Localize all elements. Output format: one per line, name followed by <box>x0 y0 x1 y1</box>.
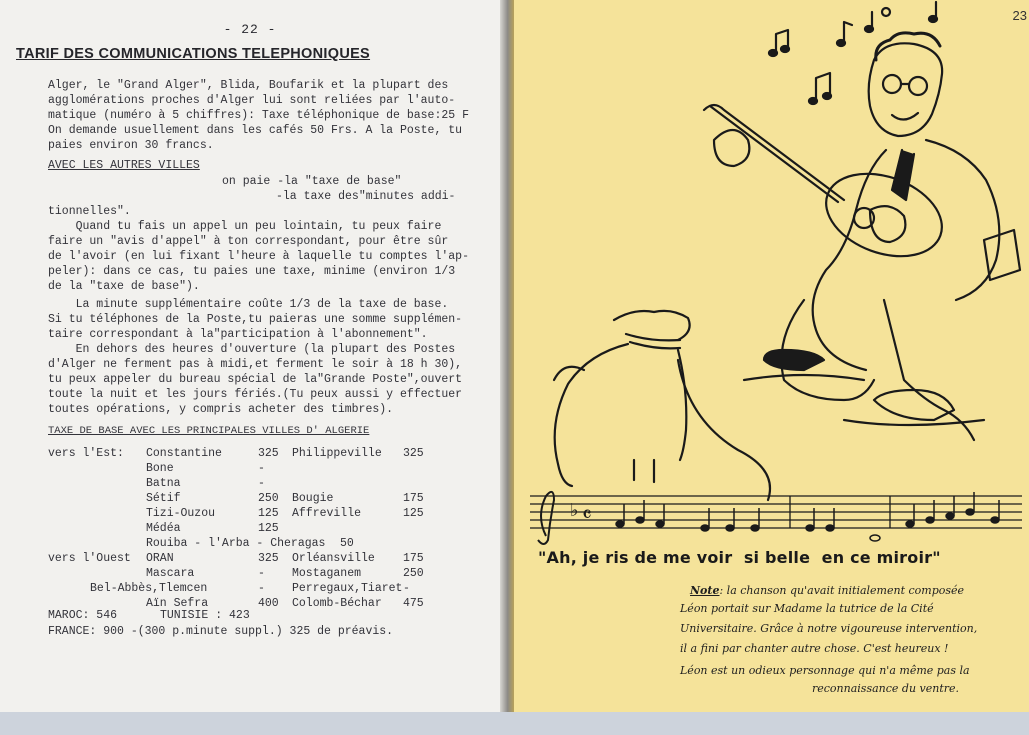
note-line: il a fini par chanter autre chose. C'est heureux ! <box>680 642 949 655</box>
table-cell-v1: 125 <box>258 507 279 520</box>
table-cell-dir: vers l'Est: <box>48 447 124 460</box>
table-cell-dir: Bel-Abbès,Tlemcen <box>90 582 208 595</box>
table-cell-v1: - <box>258 582 265 595</box>
table-cell-v2: 125 <box>403 507 424 520</box>
table-cell-v2: 250 <box>403 567 424 580</box>
paragraph-line: Si tu téléphones de la Poste,tu paieras une somme supplémen- <box>48 313 463 326</box>
note-line: reconnaissance du ventre. <box>812 682 960 695</box>
table-cell-c2: Philippeville <box>292 447 382 460</box>
table-cell-c1: Constantine <box>146 447 222 460</box>
table-cell-c1: Rouiba - l'Arba - Cheragas <box>146 537 326 550</box>
table-cell-v1: 325 <box>258 447 279 460</box>
france-rate: FRANCE: 900 -(300 p.minute suppl.) 325 de préavis. <box>48 625 394 638</box>
table-cell-c2: Perregaux,Tiaret <box>292 582 403 595</box>
table-cell-c2: Orléansville <box>292 552 375 565</box>
note-line <box>690 584 964 597</box>
paragraph-line: toutes opérations, y compris acheter des timbres). <box>48 403 394 416</box>
paragraph-line: toute la nuit et les jours fériés.(Tu peux aussi y effectuer <box>48 388 463 401</box>
music-staff <box>530 486 1025 546</box>
svg-text:♭: ♭ <box>570 500 579 521</box>
intro-line: paies environ 30 francs. <box>48 139 214 152</box>
svg-text:𝄴: 𝄴 <box>582 503 592 528</box>
paragraph-line: de la "taxe de base"). <box>48 280 200 293</box>
tax-line: -la taxe des"minutes addi- <box>276 190 456 203</box>
table-cell-v2: 175 <box>403 492 424 505</box>
note-line: Léon portait sur Madame la tutrice de la Cité <box>680 602 934 615</box>
tunisie-rate: TUNISIE : 423 <box>160 609 250 622</box>
intro-line: matique (numéro à 5 chiffres): Taxe téléphonique de base:25 F <box>48 109 469 122</box>
table-cell-c1: Batna <box>146 477 181 490</box>
paragraph-line: tu peux appeler du bureau spécial de la"Grande Poste",ouvert <box>48 373 463 386</box>
table-cell-v1: - <box>258 477 265 490</box>
scan-background <box>0 712 1029 735</box>
note-text: : la chanson qu'avait initialement composée <box>719 584 965 597</box>
book-gutter <box>500 0 514 712</box>
note-label: Note <box>690 584 720 597</box>
maroc-rate: MAROC: 546 <box>48 609 118 622</box>
table-cell-v1: 250 <box>258 492 279 505</box>
tax-line: on paie -la "taxe de base" <box>222 175 402 188</box>
table-cell-c1: ORAN <box>146 552 174 565</box>
table-cell-v1: 125 <box>258 522 279 535</box>
table-cell-v1: 325 <box>258 552 279 565</box>
intro-line: agglomérations proches d'Alger lui sont reliées par l'auto- <box>48 94 456 107</box>
music-notes-icon <box>769 2 937 104</box>
page-number-right: 23 <box>1012 8 1027 23</box>
table-title: TAXE DE BASE AVEC LES PRINCIPALES VILLES D' ALGERIE <box>48 425 370 437</box>
table-cell-c1: Mascara <box>146 567 195 580</box>
table-cell-v1: 400 <box>258 597 279 610</box>
page-heading: TARIF DES COMMUNICATIONS TELEPHONIQUES <box>16 46 371 62</box>
table-cell-c1: Médéa <box>146 522 181 535</box>
note-line: Léon est un odieux personnage qui n'a même pas la <box>680 664 970 677</box>
paragraph-line: En dehors des heures d'ouverture (la plupart des Postes <box>48 343 456 356</box>
note-line: Universitaire. Grâce à notre vigoureuse intervention, <box>680 622 978 635</box>
table-cell-v1: - <box>258 462 265 475</box>
table-cell-c2: Mostaganem <box>292 567 362 580</box>
table-cell-c2: Bougie <box>292 492 334 505</box>
paragraph-line: faire un "avis d'appel" à ton correspondant, pour être sûr <box>48 235 449 248</box>
subheading-other-cities: AVEC LES AUTRES VILLES <box>48 159 200 172</box>
illustration-singer-and-dog <box>514 0 1029 545</box>
table-cell-v2: 325 <box>403 447 424 460</box>
table-cell-c2: Colomb-Béchar <box>292 597 382 610</box>
intro-line: Alger, le "Grand Alger", Blida, Boufarik et la plupart des <box>48 79 449 92</box>
table-cell-c2: Affreville <box>292 507 362 520</box>
table-cell-c1: Bone <box>146 462 174 475</box>
table-cell-dir: vers l'Ouest <box>48 552 131 565</box>
song-caption: "Ah, je ris de me voir si belle en ce miroir" <box>538 548 941 567</box>
paragraph-line: tionnelles". <box>48 205 131 218</box>
paragraph-line: La minute supplémentaire coûte 1/3 de la taxe de base. <box>48 298 449 311</box>
paragraph-line: de l'avoir (en lui fixant l'heure à laquelle tu comptes l'ap- <box>48 250 469 263</box>
table-cell-c1: Tizi-Ouzou <box>146 507 216 520</box>
table-cell-v2: 475 <box>403 597 424 610</box>
intro-line: On demande usuellement dans les cafés 50 Frs. A la Poste, tu <box>48 124 463 137</box>
paragraph-line: peler): dans ce cas, tu paies une taxe, minime (environ 1/3 <box>48 265 456 278</box>
table-cell-c1: Aïn Sefra <box>146 597 209 610</box>
paragraph-line: Quand tu fais un appel un peu lointain, tu peux faire <box>48 220 442 233</box>
paragraph-line: d'Alger ne ferment pas à midi,et ferment le soir à 18 h 30), <box>48 358 463 371</box>
table-cell-v1: 50 <box>340 537 354 550</box>
paragraph-line: taire correspondant à la"participation à l'abonnement". <box>48 328 428 341</box>
page-number-left: - 22 - <box>223 22 277 37</box>
table-cell-c1: Sétif <box>146 492 181 505</box>
table-cell-v2: 175 <box>403 552 424 565</box>
table-cell-v2: - <box>403 582 410 595</box>
table-cell-v1: - <box>258 567 265 580</box>
